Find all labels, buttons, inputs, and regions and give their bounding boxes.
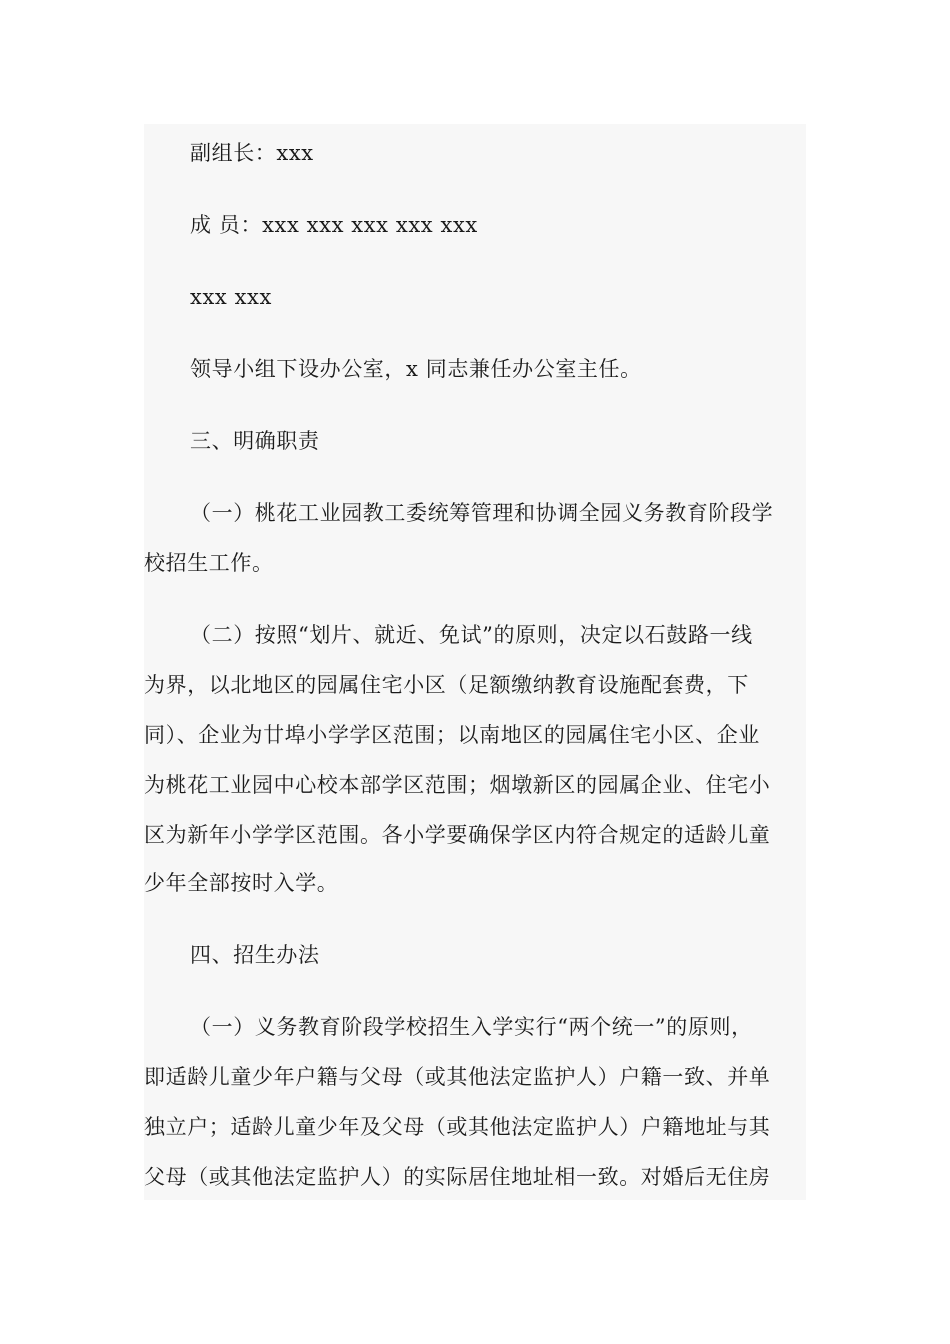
paragraph-line: 即适龄儿童少年户籍与父母（或其他法定监护人）户籍一致、并单	[144, 1065, 771, 1089]
section-heading-3: 三、明确职责	[190, 429, 320, 453]
paragraph-line: 父母（或其他法定监护人）的实际居住地址相一致。对婚后无住房	[144, 1165, 771, 1189]
paragraph-line: 同）、企业为廿埠小学学区范围；以南地区的园属住宅小区、企业	[144, 723, 760, 747]
paragraph-line: （一）义务教育阶段学校招生入学实行“两个统一”的原则，	[190, 1015, 753, 1039]
paragraph-line: 为界，以北地区的园属住宅小区（足额缴纳教育设施配套费，下	[144, 673, 749, 697]
document-page	[144, 124, 806, 1200]
paragraph-line: （二）按照“划片、就近、免试”的原则，决定以石鼓路一线	[190, 623, 753, 647]
paragraph-line: 少年全部按时入学。	[144, 871, 339, 895]
paragraph-line: 校招生工作。	[144, 551, 274, 575]
section-heading-4: 四、招生办法	[190, 943, 320, 967]
paragraph-line: 区为新年小学学区范围。各小学要确保学区内符合规定的适龄儿童	[144, 823, 771, 847]
members-line: 成 员：xxx xxx xxx xxx xxx	[190, 213, 478, 237]
members-continued-line: xxx xxx	[190, 285, 272, 309]
deputy-leader-line: 副组长：xxx	[190, 141, 314, 165]
office-line: 领导小组下设办公室，x 同志兼任办公室主任。	[190, 357, 642, 381]
paragraph-line: 为桃花工业园中心校本部学区范围；烟墩新区的园属企业、住宅小	[144, 773, 771, 797]
paragraph-line: 独立户；适龄儿童少年及父母（或其他法定监护人）户籍地址与其	[144, 1115, 771, 1139]
paragraph-line: （一）桃花工业园教工委统筹管理和协调全园义务教育阶段学	[190, 501, 774, 525]
